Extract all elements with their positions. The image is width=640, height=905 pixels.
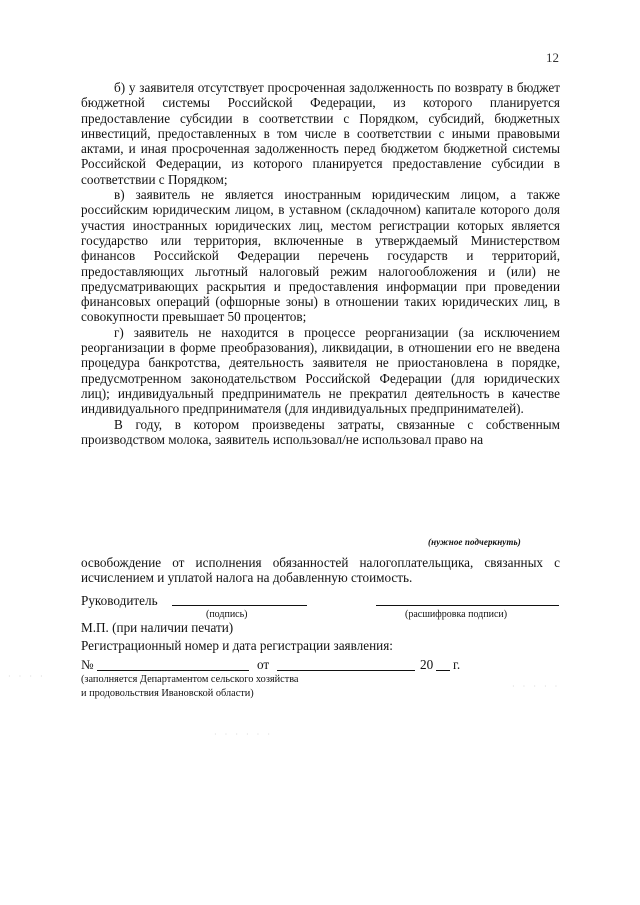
vat-continuation: освобождение от исполнения обязанностей налогоплательщика, связанных с исчислением и уплатой налога на добавленную стоимость. bbox=[81, 555, 560, 586]
registration-number-line bbox=[97, 670, 249, 671]
registration-year-line bbox=[436, 670, 450, 671]
head-label: Руководитель bbox=[81, 593, 158, 608]
registration-from-word: от bbox=[257, 657, 270, 672]
signature-caption: (подпись) bbox=[206, 609, 248, 620]
underline-instruction: (нужное подчеркнуть) bbox=[428, 537, 521, 547]
scan-noise: · · · · bbox=[8, 672, 46, 681]
scan-noise: · · · · · bbox=[512, 682, 561, 691]
page-number: 12 bbox=[546, 50, 559, 65]
vat-usage-line: В году, в котором произведены затраты, связанные с собственным производством молока, заявитель использовал/не использовал право на bbox=[81, 416, 560, 447]
stamp-label: М.П. (при наличии печати) bbox=[81, 620, 234, 635]
paragraph-v: в) заявитель не является иностранным юридическим лицом, а также российским юридическим лицом, в уставном (складочном) капитале которого доля участия иностранных юридических лиц, местом регистрации которых является государство или территория, включенные в утверждаемый Министерством финансов Российской Федерации перечень государств и территорий, предоставляющих льготный налоговый режим налогообложения и (или) не предусматривающих раскрытия и предоставления информации при проведении финансовых операций (офшорные зоны) в отношении таких юридических лиц, в совокупности превышает 50 процентов; bbox=[81, 187, 560, 325]
signature-line bbox=[172, 605, 307, 606]
registration-title: Регистрационный номер и дата регистрации заявления: bbox=[81, 638, 393, 653]
footnote-line-1: (заполняется Департаментом сельского хозяйства bbox=[81, 674, 299, 685]
footnote-line-2: и продовольствия Ивановской области) bbox=[81, 688, 254, 699]
signature-decode-caption: (расшифровка подписи) bbox=[405, 609, 508, 620]
registration-year-suffix: г. bbox=[453, 657, 461, 672]
scan-noise: · · · · · · bbox=[214, 730, 273, 739]
registration-number-sign: № bbox=[81, 657, 94, 672]
paragraph-g: г) заявитель не находится в процессе реорганизации (за исключением реорганизации в форме преобразования), ликвидации, в отношении его не введена процедура банкротства, деятельность заявителя не приостановлена в порядке, предусмотренном законодательством Российской Федерации (для юридических лиц); индивидуальный предприниматель не прекратил деятельность в качестве индивидуального предпринимателя (для индивидуальных предпринимателей). bbox=[81, 324, 560, 417]
conditions-list bbox=[81, 80, 560, 447]
signature-decode-line bbox=[376, 605, 559, 606]
registration-date-line bbox=[277, 670, 415, 671]
paragraph-b: б) у заявителя отсутствует просроченная задолженность по возврату в бюджет бюджетной системы Российской Федерации, из которого планируется предоставление субсидии в соответствии с Порядком, субсидий, бюджетных инвестиций, предоставленных в том числе в соответствии с иными правовыми актами, и иная просроченная задолженность перед бюджетом бюджетной системы Российской Федерации, из которого планируется предоставление субсидии в соответствии с Порядком; bbox=[81, 80, 560, 187]
registration-footnote bbox=[81, 673, 299, 701]
registration-year-prefix: 20 bbox=[420, 657, 434, 672]
